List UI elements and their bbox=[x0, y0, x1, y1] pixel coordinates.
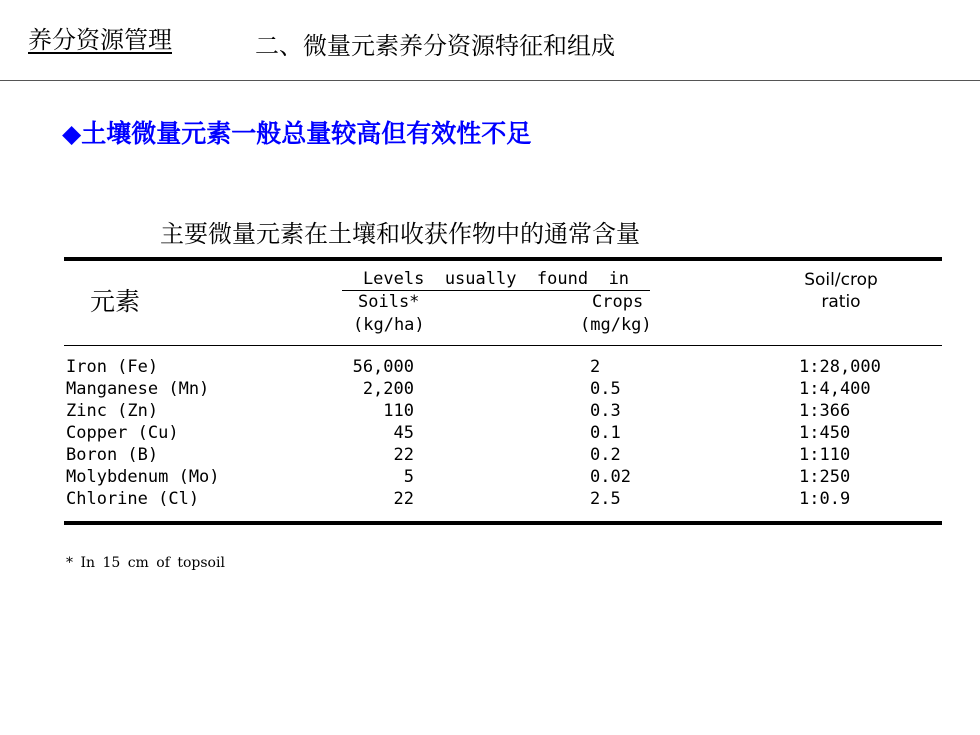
table-cell-soils: 2,200 bbox=[362, 379, 414, 399]
table-cell-crops: 0.1 bbox=[590, 423, 621, 443]
table-cell-element: Iron (Fe) bbox=[66, 357, 159, 377]
table-cell-crops: 0.02 bbox=[590, 467, 631, 487]
table-cell-crops: 0.5 bbox=[590, 379, 621, 399]
bullet-point: ◆土壤微量元素一般总量较高但有效性不足 bbox=[62, 119, 532, 148]
table-cell-element: Copper (Cu) bbox=[66, 423, 179, 443]
table-footnote: * In 15 cm of topsoil bbox=[66, 555, 225, 571]
table-cell-soils: 5 bbox=[403, 467, 414, 487]
table-cell-crops: 2.5 bbox=[590, 489, 621, 509]
ratio-header-line1: Soil/crop bbox=[804, 270, 878, 290]
crops-header: Crops bbox=[592, 292, 644, 312]
soils-column bbox=[340, 356, 414, 510]
table-top-rule bbox=[64, 257, 942, 261]
table-cell-element: Boron (B) bbox=[66, 445, 159, 465]
header-divider bbox=[0, 80, 980, 81]
table-cell-element: Zinc (Zn) bbox=[66, 401, 159, 421]
soils-header: Soils* bbox=[358, 292, 420, 312]
table-cell-ratio: 1:0.9 bbox=[799, 489, 851, 509]
table-cell-soils: 22 bbox=[393, 489, 414, 509]
crops-unit: (mg/kg) bbox=[580, 315, 652, 335]
table-cell-soils: 45 bbox=[393, 423, 414, 443]
table-cell-ratio: 1:450 bbox=[799, 423, 851, 443]
element-column-header: 元素 bbox=[90, 287, 141, 316]
table-cell-ratio: 1:366 bbox=[799, 401, 851, 421]
table-cell-element: Molybdenum (Mo) bbox=[66, 467, 220, 487]
table-cell-soils: 56,000 bbox=[352, 357, 414, 377]
table-bottom-rule bbox=[64, 521, 942, 525]
table-header-rule bbox=[64, 345, 942, 346]
table-cell-crops: 2 bbox=[590, 357, 601, 377]
table-cell-element: Chlorine (Cl) bbox=[66, 489, 200, 509]
table-cell-crops: 0.3 bbox=[590, 401, 621, 421]
table-cell-soils: 22 bbox=[393, 445, 414, 465]
section-title: 养分资源管理 bbox=[28, 26, 172, 54]
levels-header: Levels usually found in bbox=[362, 269, 630, 289]
table-cell-soils: 110 bbox=[383, 401, 414, 421]
table-cell-element: Manganese (Mn) bbox=[66, 379, 210, 399]
table-cell-ratio: 1:4,400 bbox=[799, 379, 871, 399]
table-cell-ratio: 1:250 bbox=[799, 467, 851, 487]
crops-column bbox=[590, 356, 631, 510]
table-cell-ratio: 1:28,000 bbox=[799, 357, 881, 377]
table-cell-ratio: 1:110 bbox=[799, 445, 851, 465]
element-column bbox=[66, 356, 220, 510]
table-title: 主要微量元素在土壤和收获作物中的通常含量 bbox=[160, 220, 640, 248]
ratio-column bbox=[799, 356, 881, 510]
ratio-header-line2: ratio bbox=[821, 292, 861, 312]
table-cell-crops: 0.2 bbox=[590, 445, 621, 465]
soils-unit: (kg/ha) bbox=[353, 315, 425, 335]
chapter-title: 二、微量元素养分资源特征和组成 bbox=[255, 32, 615, 60]
